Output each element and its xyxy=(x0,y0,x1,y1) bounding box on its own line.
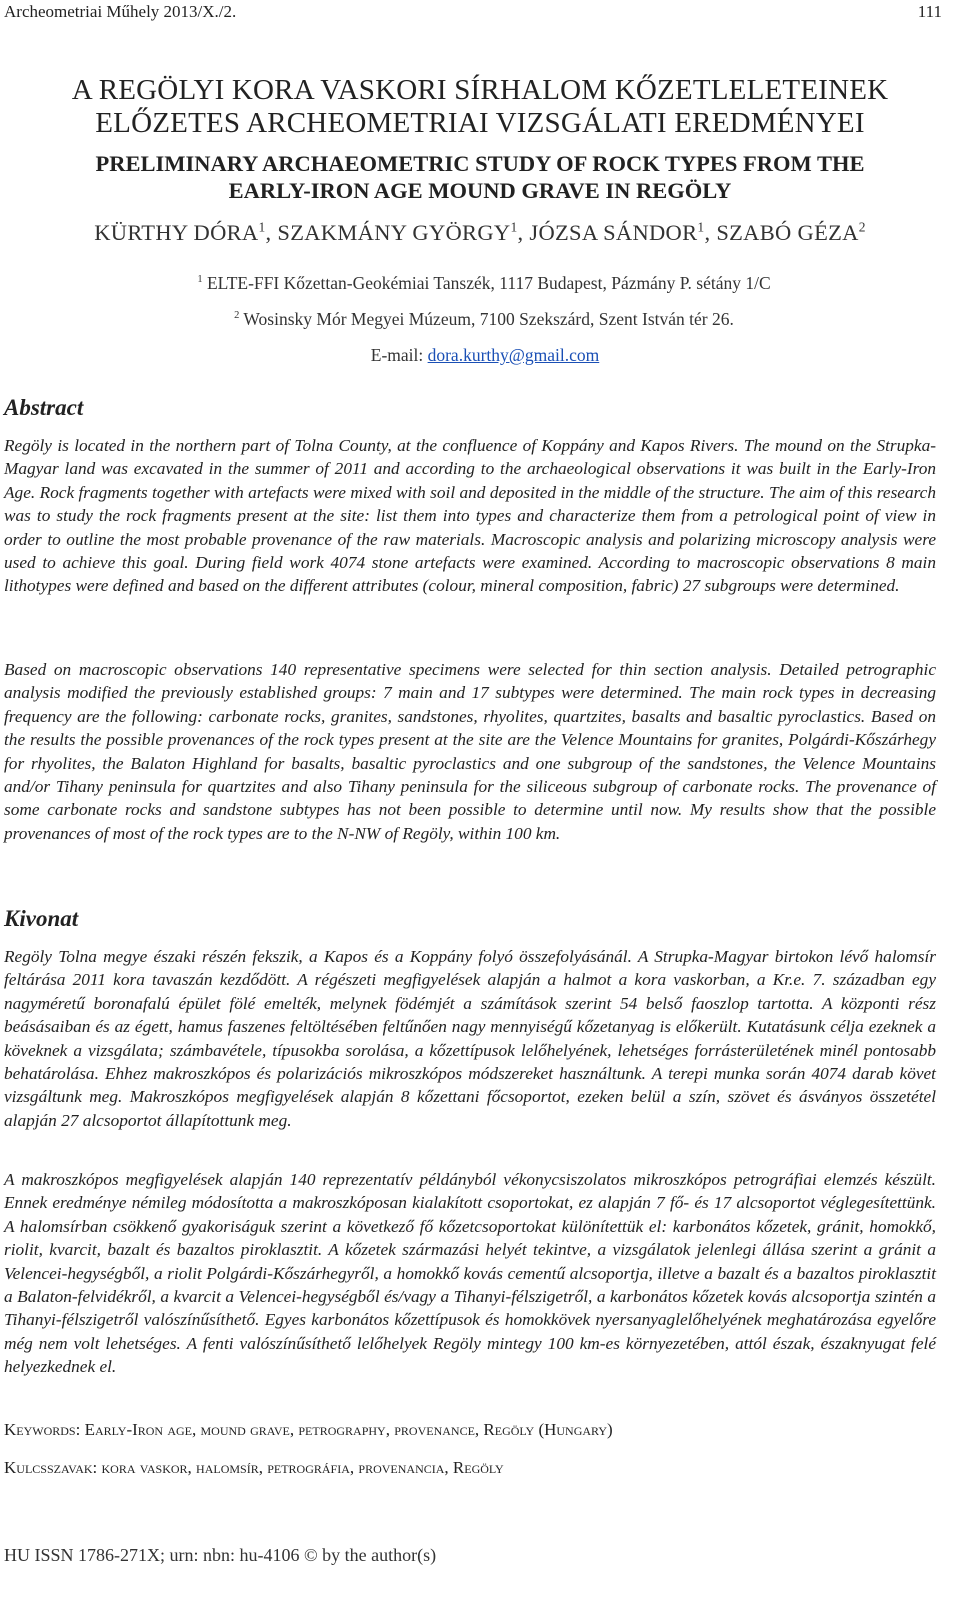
kulcsszavak-label: Kulcsszavak: xyxy=(4,1458,98,1477)
kivonat-paragraph-2: A makroszkópos megfigyelések alapján 140 reprezentatív példányból vékonycsiszolatos mikroszkópos petrográfiai elemzés készült. Ennek eredménye némileg módosította a makroszkóposan kialakított csoportokat, ez alapján 7 fő- és 17 alcsoportot véglegesítettünk. A halomsírban csökkenő gyakoriságuk szerint a következő fő kőzetcsoportokat különítettük el: karbonátos kőzetek, gránit, homokkő, riolit, kvarcit, bazalt és bazaltos piroklasztit. A kőzetek származási helyét tekintve, a vizsgálatok jelenlegi állása szerint a gránit a Velencei-hegységből, a riolit Polgárdi-Kőszárhegyről, a homokkő kovás cementű alcsoportja, illetve a bazalt és a bazaltos piroklasztit a Balaton-felvidékről, a kvarcit a Velencei-hegységből és/vagy a Tihanyi-félszigetről, a karbonátos kőzetek kovás alcsoportja szintén a Tihanyi-félszigetről valószínűsíthető. Egyes karbonátos kőzettípusok és homokkövek nyersanyaglelőhelyének meghatározása egyelőre még nem volt lehetséges. A fenti valószínűsíthető lelőhelyek Regöly mintegy 100 km-es környezetében, attól észak, északnyugat felé helyezkednek el. xyxy=(4,1170,936,1377)
journal-header: Archeometriai Műhely 2013/X./2. xyxy=(4,2,237,21)
author-list: KÜRTHY DÓRA$^1$, SZAKMÁNY GYÖRGY$^1$, JÓZSA SÁNDOR$^1$, SZABÓ GÉZA$^2$ xyxy=(94,219,866,245)
kivonat-heading: Kivonat xyxy=(4,906,79,931)
affiliation-text: ELTE-FFI Kőzettan-Geokémiai Tanszék, 1117 Budapest, Pázmány P. sétány 1/C xyxy=(206,273,771,293)
email-link[interactable]: dora.kurthy@gmail.com xyxy=(427,345,600,365)
title-en-line-1: PRELIMINARY ARCHAEOMETRIC STUDY OF ROCK TYPES FROM THE xyxy=(95,151,865,176)
author-affiliation-mark: 1 xyxy=(697,219,705,235)
abstract-heading: Abstract xyxy=(4,395,84,420)
kulcsszavak-text: kora vaskor, halomsír, petrográfia, provenancia, Regöly xyxy=(101,1458,504,1477)
abstract-paragraph-2: Based on macroscopic observations 140 representative specimens were selected for thin section analysis. Detailed petrographic analysis modified the previously established groups: 7 main and 17 subtypes were determined. The main rock types in decreasing frequency are the following: carbonate rocks, granites, sandstones, rhyolites, quartzites, basalts and basaltic pyroclastics. Based on the results the possible provenances of the rock types present at the site are the Velence Mountains for granites, Polgárdi-Kőszárhegy for rhyolites, the Balaton Highland for basalts, basaltic pyroclastics and one subgroup of the sandstones, the Velence Mountains and/or Tihany peninsula for quartzites and also Tihany peninsula for the siliceous subgroup of carbonate rocks. The provenance of some carbonate rocks and sandstone subtypes has not been possible to determine until now. My results show that the possible provenances of most of the rock types are to the N-NW of Regöly, within 100 km. xyxy=(4,660,936,843)
author-affiliation-mark: 1 xyxy=(258,219,266,235)
author-name: KÜRTHY DÓRA xyxy=(94,220,259,245)
keywords-line xyxy=(4,1420,944,1440)
affiliation-2 xyxy=(0,309,960,330)
title-en-line-2: EARLY-IRON AGE MOUND GRAVE IN REGÖLY xyxy=(228,178,732,203)
affiliation-1 xyxy=(0,273,960,294)
page-footer: HU ISSN 1786-271X; urn: nbn: hu-4106 © by the author(s) xyxy=(4,1545,437,1565)
keywords-label: Keywords: xyxy=(4,1420,81,1439)
kulcsszavak-line xyxy=(4,1458,944,1478)
author-affiliation-mark: 2 xyxy=(858,219,866,235)
author-name: SZABÓ GÉZA xyxy=(716,220,859,245)
title-hu-line-1: A REGÖLYI KORA VASKORI SÍRHALOM KŐZETLELETEINEK xyxy=(71,74,889,106)
author-name: JÓZSA SÁNDOR xyxy=(529,220,698,245)
affiliation-text: Wosinsky Mór Megyei Múzeum, 7100 Szekszárd, Szent István tér 26. xyxy=(243,309,734,329)
kivonat-paragraph-1: Regöly Tolna megye északi részén fekszik, a Kapos és a Koppány folyó összefolyásánál. A Strupka-Magyar birtokon lévő halomsír feltárása 2011 kora tavaszán kezdődött. A régészeti megfigyelések alapján a halmot a kora vaskorban, a Kr.e. 7. században egy nagyméretű boronafalú épület fölé emelték, melynek födémjét a számítások szerint 54 belső faoszlop tartotta. A központi rész beásásaiban és az égett, hamus faszenes feltöltésében feltűnően nagy mennyiségű kőzetanyag is előkerült. Kutatásunk célja ezeknek a köveknek a vizsgálata; számbavétele, típusokba sorolása, a kőzettípusok lelőhelyének, lehetséges forrásterületének minél pontosabb behatárolása. Ehhez makroszkópos és polarizációs mikroszkópos módszereket használtunk. A terepi munka során 4074 darab követ vizsgáltunk meg. Makroszkópos megfigyelések alapján 8 kőzettani főcsoportot, ezeken belül a szín, szövet és ásványos összetétel alapján 27 alcsoportot állapítottunk meg. xyxy=(4,947,936,1130)
title-english xyxy=(0,150,960,204)
title-hu-line-2: ELŐZETES ARCHEOMETRIAI VIZSGÁLATI EREDMÉNYEI xyxy=(95,107,865,139)
email-line xyxy=(0,345,960,366)
affiliation-number: 2 xyxy=(234,310,240,322)
email-label: E-mail: xyxy=(370,345,424,365)
abstract-paragraph-1: Regöly is located in the northern part of Tolna County, at the confluence of Koppány and Kapos Rivers. The mound on the Strupka-Magyar land was excavated in the summer of 2011 and according to the archaeological observations it was built in the Early-Iron Age. Rock fragments together with artefacts were mixed with soil and deposited in the middle of the structure. The aim of this research was to study the rock fragments present at the site: list them into types and characterize them from a petrological point of view in order to outline the most probable provenance of the raw materials. Macroscopic analysis and polarizing microscopy analysis were used to achieve this goal. During field work 4074 stone artefacts were examined. According to macroscopic observations 8 main lithotypes were defined and based on the different attributes (colour, mineral composition, fabric) 27 subgroups were determined. xyxy=(4,436,936,596)
author-affiliation-mark: 1 xyxy=(510,219,518,235)
title-hungarian xyxy=(0,74,960,140)
affiliation-number: 1 xyxy=(197,274,203,286)
page-number: 111 xyxy=(917,2,942,21)
keywords-text: Early-Iron age, mound grave, petrography, provenance, Regöly (Hungary) xyxy=(84,1420,613,1439)
author-name: SZAKMÁNY GYÖRGY xyxy=(277,220,511,245)
